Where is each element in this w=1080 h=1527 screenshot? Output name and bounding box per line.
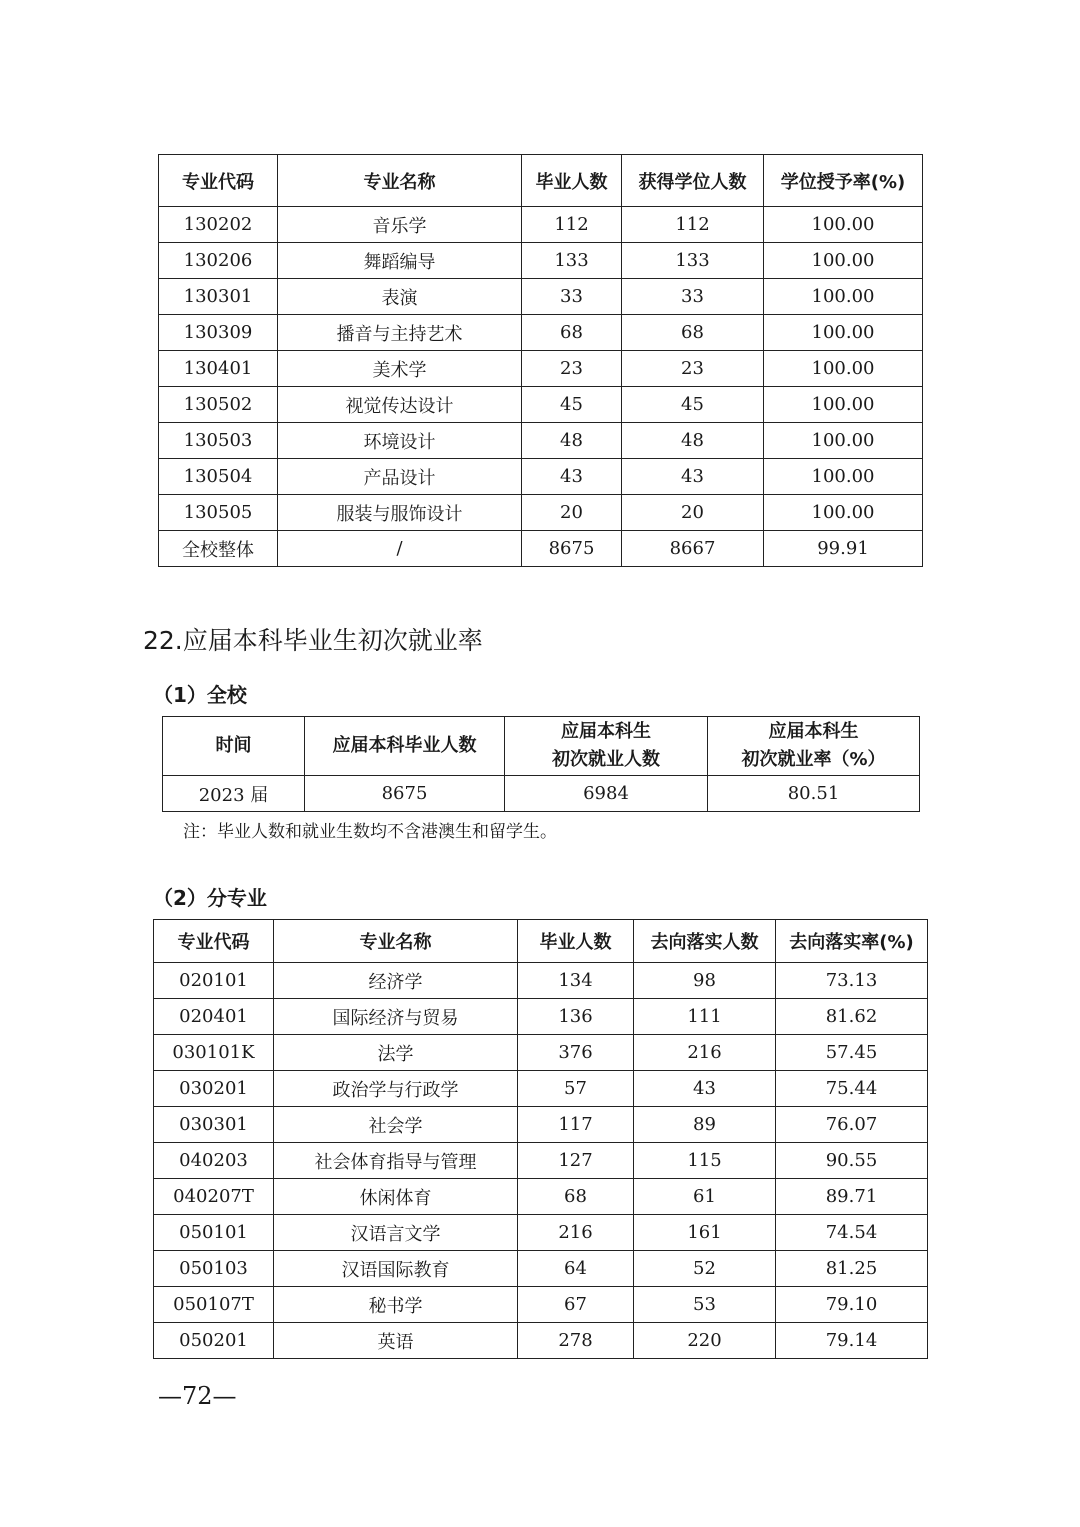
table-cell: 133 (622, 243, 764, 279)
table-cell: 57.45 (776, 1035, 928, 1071)
column-header: 毕业人数 (518, 920, 634, 963)
table-cell: 法学 (274, 1035, 518, 1071)
table-body (159, 207, 923, 567)
table-cell: 43 (622, 459, 764, 495)
table-cell: 79.14 (776, 1323, 928, 1359)
table-cell: 53 (634, 1287, 776, 1323)
table-row (154, 963, 928, 999)
table-cell: 68 (522, 315, 622, 351)
subsection-title: （1）全校 (153, 683, 247, 707)
major-employment-table (153, 919, 928, 1359)
table-cell: 115 (634, 1143, 776, 1179)
column-header: 毕业人数 (522, 155, 622, 207)
table-cell: 112 (522, 207, 622, 243)
table-cell: 81.62 (776, 999, 928, 1035)
table-cell: 8675 (305, 776, 505, 812)
table-cell: 环境设计 (278, 423, 522, 459)
column-header: 去向落实率(%) (776, 920, 928, 963)
table-cell: 050103 (154, 1251, 274, 1287)
table-row (154, 1287, 928, 1323)
table-row (154, 1179, 928, 1215)
table-cell: 75.44 (776, 1071, 928, 1107)
table-cell: 050107T (154, 1287, 274, 1323)
table-cell: 90.55 (776, 1143, 928, 1179)
table-row (159, 243, 923, 279)
table-cell: / (278, 531, 522, 567)
table-row (154, 999, 928, 1035)
table-cell: 111 (634, 999, 776, 1035)
page-number: —72— (158, 1382, 237, 1410)
table-cell: 100.00 (764, 243, 923, 279)
table-cell: 040207T (154, 1179, 274, 1215)
table-cell: 030101K (154, 1035, 274, 1071)
table-cell: 100.00 (764, 279, 923, 315)
table-cell: 经济学 (274, 963, 518, 999)
table-cell: 100.00 (764, 459, 923, 495)
column-header: 获得学位人数 (622, 155, 764, 207)
table-cell: 全校整体 (159, 531, 278, 567)
table-note: 注：毕业人数和就业生数均不含港澳生和留学生。 (183, 822, 557, 842)
table-row (163, 776, 920, 812)
table-body (154, 963, 928, 1359)
table-cell: 81.25 (776, 1251, 928, 1287)
table-cell: 99.91 (764, 531, 923, 567)
table-cell: 美术学 (278, 351, 522, 387)
table-cell: 播音与主持艺术 (278, 315, 522, 351)
table-cell: 23 (622, 351, 764, 387)
table-cell: 127 (518, 1143, 634, 1179)
table-cell: 20 (522, 495, 622, 531)
table-row (159, 423, 923, 459)
table-cell: 130202 (159, 207, 278, 243)
table-cell: 80.51 (708, 776, 920, 812)
table-row (159, 279, 923, 315)
table-cell: 20 (622, 495, 764, 531)
table-cell: 130301 (159, 279, 278, 315)
table-cell: 74.54 (776, 1215, 928, 1251)
table-cell: 050101 (154, 1215, 274, 1251)
table-row (159, 387, 923, 423)
table-cell: 68 (622, 315, 764, 351)
column-header: 应届本科毕业人数 (305, 717, 505, 776)
table-cell: 2023 届 (163, 776, 305, 812)
table-cell: 100.00 (764, 351, 923, 387)
table-cell: 汉语言文学 (274, 1215, 518, 1251)
table-body (163, 776, 920, 812)
table-cell: 33 (622, 279, 764, 315)
table-cell: 100.00 (764, 387, 923, 423)
column-header: 时间 (163, 717, 305, 776)
table-cell: 130505 (159, 495, 278, 531)
table-row (154, 1251, 928, 1287)
column-header: 专业代码 (159, 155, 278, 207)
table-cell: 278 (518, 1323, 634, 1359)
table-cell: 8667 (622, 531, 764, 567)
table-cell: 45 (522, 387, 622, 423)
table-cell: 020401 (154, 999, 274, 1035)
table-cell: 100.00 (764, 423, 923, 459)
table-row (154, 1215, 928, 1251)
table-cell: 产品设计 (278, 459, 522, 495)
table-row (154, 1323, 928, 1359)
table-row (154, 1143, 928, 1179)
table-cell: 130503 (159, 423, 278, 459)
table-cell: 表演 (278, 279, 522, 315)
table-cell: 020101 (154, 963, 274, 999)
table-cell: 68 (518, 1179, 634, 1215)
table-cell: 134 (518, 963, 634, 999)
table-cell: 130206 (159, 243, 278, 279)
table-cell: 48 (522, 423, 622, 459)
table-cell: 43 (634, 1071, 776, 1107)
school-employment-table (162, 716, 920, 812)
table-cell: 161 (634, 1215, 776, 1251)
degree-rate-table (158, 154, 923, 567)
table-row (159, 531, 923, 567)
table-cell: 秘书学 (274, 1287, 518, 1323)
table-cell: 133 (522, 243, 622, 279)
table-cell: 117 (518, 1107, 634, 1143)
table-cell: 130401 (159, 351, 278, 387)
table-header-row (159, 155, 923, 207)
table-header-row (154, 920, 928, 963)
column-header: 应届本科生 初次就业率（%） (708, 717, 920, 776)
table-cell: 8675 (522, 531, 622, 567)
table-cell: 67 (518, 1287, 634, 1323)
table-cell: 休闲体育 (274, 1179, 518, 1215)
table-row (154, 1071, 928, 1107)
table-cell: 76.07 (776, 1107, 928, 1143)
table-cell: 汉语国际教育 (274, 1251, 518, 1287)
table-cell: 73.13 (776, 963, 928, 999)
table-cell: 48 (622, 423, 764, 459)
table-cell: 89.71 (776, 1179, 928, 1215)
table-cell: 音乐学 (278, 207, 522, 243)
column-header: 应届本科生 初次就业人数 (505, 717, 708, 776)
table-cell: 112 (622, 207, 764, 243)
table-cell: 英语 (274, 1323, 518, 1359)
table-cell: 030301 (154, 1107, 274, 1143)
column-header: 去向落实人数 (634, 920, 776, 963)
table-cell: 100.00 (764, 315, 923, 351)
column-header: 专业名称 (278, 155, 522, 207)
table-header-row (163, 717, 920, 776)
column-header: 学位授予率(%) (764, 155, 923, 207)
table-cell: 政治学与行政学 (274, 1071, 518, 1107)
table-cell: 舞蹈编导 (278, 243, 522, 279)
table-cell: 社会学 (274, 1107, 518, 1143)
subsection-title: （2）分专业 (153, 886, 267, 910)
table-cell: 98 (634, 963, 776, 999)
table-cell: 79.10 (776, 1287, 928, 1323)
table-row (154, 1107, 928, 1143)
table-cell: 57 (518, 1071, 634, 1107)
table-row (159, 207, 923, 243)
table-cell: 220 (634, 1323, 776, 1359)
table-cell: 376 (518, 1035, 634, 1071)
table-cell: 130504 (159, 459, 278, 495)
table-cell: 52 (634, 1251, 776, 1287)
table-cell: 136 (518, 999, 634, 1035)
table-cell: 33 (522, 279, 622, 315)
table-cell: 130502 (159, 387, 278, 423)
table-cell: 130309 (159, 315, 278, 351)
table-row (159, 351, 923, 387)
table-cell: 216 (634, 1035, 776, 1071)
table-cell: 216 (518, 1215, 634, 1251)
table-cell: 国际经济与贸易 (274, 999, 518, 1035)
table-cell: 64 (518, 1251, 634, 1287)
table-cell: 45 (622, 387, 764, 423)
table-cell: 030201 (154, 1071, 274, 1107)
section-title: 22.应届本科毕业生初次就业率 (143, 626, 483, 655)
column-header: 专业名称 (274, 920, 518, 963)
table-cell: 服装与服饰设计 (278, 495, 522, 531)
table-row (159, 459, 923, 495)
column-header: 专业代码 (154, 920, 274, 963)
table-cell: 43 (522, 459, 622, 495)
table-cell: 100.00 (764, 207, 923, 243)
table-row (159, 315, 923, 351)
table-cell: 6984 (505, 776, 708, 812)
table-cell: 23 (522, 351, 622, 387)
table-row (154, 1035, 928, 1071)
table-cell: 050201 (154, 1323, 274, 1359)
table-cell: 社会体育指导与管理 (274, 1143, 518, 1179)
table-cell: 100.00 (764, 495, 923, 531)
table-cell: 89 (634, 1107, 776, 1143)
table-cell: 视觉传达设计 (278, 387, 522, 423)
table-row (159, 495, 923, 531)
table-cell: 61 (634, 1179, 776, 1215)
table-cell: 040203 (154, 1143, 274, 1179)
